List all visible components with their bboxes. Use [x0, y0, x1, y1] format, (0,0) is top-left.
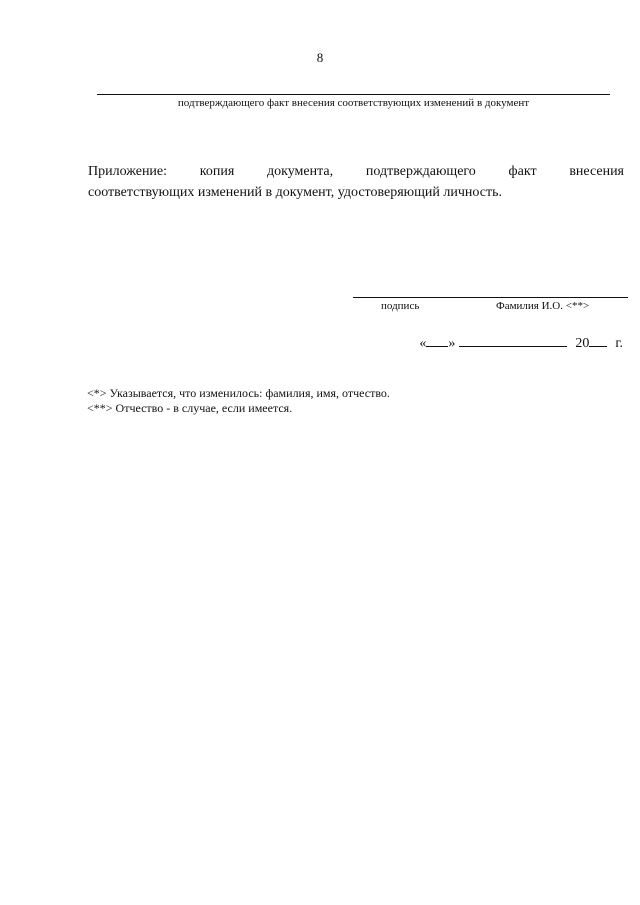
footnote-2: <**> Отчество - в случае, если имеется. [87, 401, 293, 415]
date-close-quote: » [448, 336, 456, 351]
page-number: 8 [316, 50, 324, 65]
attachment-line-1 [88, 161, 624, 182]
attachment-word: копия [199, 164, 235, 179]
date-year-blank [589, 333, 607, 347]
attachment-line-2: соответствующих изменений в документ, удостоверяющий личность. [88, 185, 502, 200]
date-year-prefix: 20 [575, 336, 590, 351]
attachment-paragraph [88, 161, 624, 203]
attachment-word: подтверждающего [365, 164, 476, 179]
footnotes [87, 386, 390, 416]
signature-label: подпись [381, 300, 420, 312]
top-caption: подтверждающего факт внесения соответствующих изменений в документ [177, 97, 530, 109]
date-month-blank [459, 333, 567, 347]
date-line [419, 333, 623, 352]
attachment-word: факт [508, 164, 537, 179]
attachment-word: Приложение: [88, 164, 168, 179]
attachment-word: внесения [569, 164, 624, 179]
attachment-word: документа, [267, 164, 334, 179]
signature-rule [353, 297, 628, 298]
date-open-quote: « [419, 336, 427, 351]
name-label: Фамилия И.О. <**> [496, 300, 590, 312]
date-year-suffix: г. [615, 336, 623, 351]
footnote-1: <*> Указывается, что изменилось: фамилия, имя, отчество. [87, 386, 390, 400]
top-rule [97, 94, 610, 95]
date-day-blank [426, 333, 448, 347]
